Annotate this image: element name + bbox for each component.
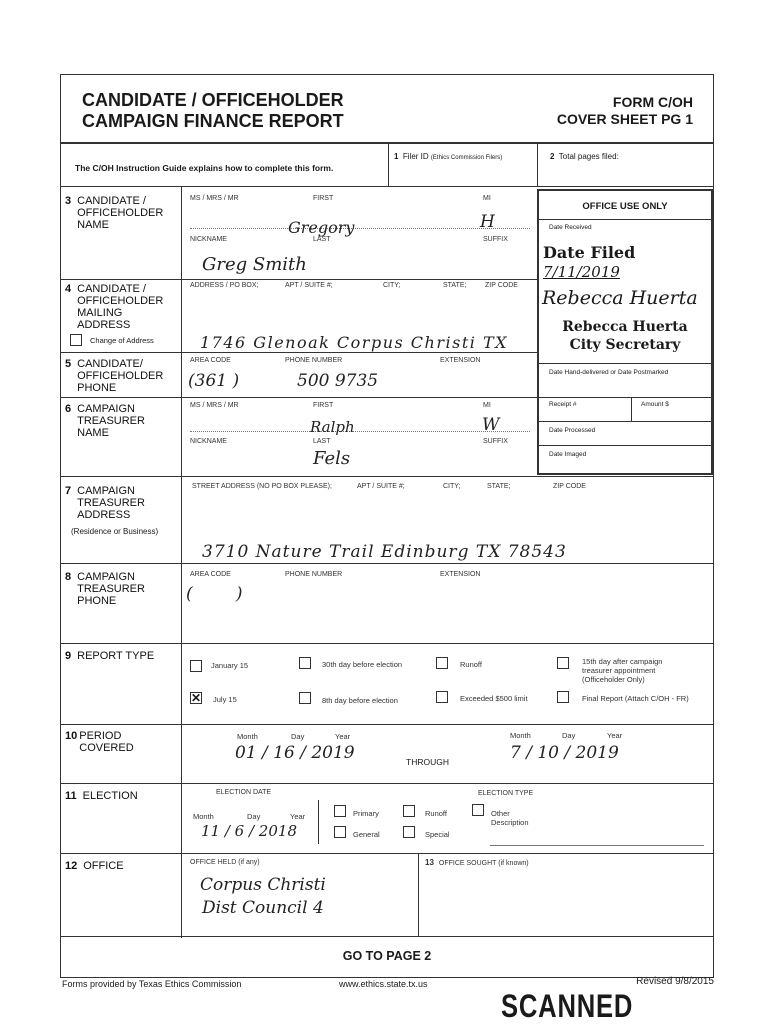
sec6-last-value[interactable]: Fels (313, 448, 351, 469)
sec6-label: 6 CAMPAIGN TREASURER NAME (65, 403, 145, 439)
report-type-final-report-label: Final Report (Attach C/OH - FR) (582, 694, 689, 703)
stamp-handwritten-date: 7/11/2019 (543, 263, 620, 281)
sec10-to-value[interactable]: 7 / 10 / 2019 (510, 743, 619, 763)
stamp-name: Rebecca Huerta (562, 319, 688, 335)
report-type-8th-day-label: 8th day before election (322, 696, 398, 705)
sec5-label: 5 CANDIDATE/ OFFICEHOLDER PHONE (65, 358, 164, 394)
through-label: THROUGH (406, 757, 449, 767)
election-type-primary-checkbox[interactable] (334, 805, 346, 817)
form-sheet: COVER SHEET PG 1 (556, 111, 693, 127)
sec8-phone-label: PHONE NUMBER (285, 571, 343, 578)
report-type-15th-day-label: 15th day after campaign treasurer appointment (Officeholder Only) (582, 657, 663, 684)
report-type-15th-day-checkbox[interactable] (557, 657, 569, 669)
election-type-primary-label: Primary (353, 809, 379, 818)
form-code: FORM C/OH (612, 94, 693, 110)
date-received-label: Date Received (549, 224, 592, 231)
footer-right: Revised 9/8/2015 (636, 976, 714, 987)
sec11-label: 11 ELECTION (65, 790, 138, 802)
date-imaged-label: Date Imaged (549, 451, 587, 458)
sec4-zip-label: ZIP CODE (485, 282, 518, 289)
sec10-from-month-label: Month (237, 732, 258, 741)
sec4-label: 4 CANDIDATE / OFFICEHOLDER MAILING ADDRESS (65, 283, 164, 331)
sec3-ms-label: MS / MRS / MR (190, 195, 239, 202)
report-type-final-report-checkbox[interactable] (557, 691, 569, 703)
sec3-mi-value[interactable]: H (480, 212, 495, 232)
sec4-apt-label: APT / SUITE #; (285, 282, 333, 289)
report-type-runoff-checkbox[interactable] (436, 657, 448, 669)
election-type-runoff-label: Runoff (425, 809, 447, 818)
filer-id-label: 1 Filer ID (Ethics Commission Filers) (394, 152, 503, 161)
sec10-to-month-label: Month (510, 731, 531, 740)
receipt-label: Receipt # (549, 401, 577, 408)
title-line-1: CANDIDATE / OFFICEHOLDER (82, 90, 344, 110)
scanned-stamp: SCANNED (501, 988, 634, 1024)
change-of-address-checkbox[interactable] (70, 334, 82, 346)
sec4-address-value[interactable]: 1746 Glenoak Corpus Christi TX (200, 333, 509, 352)
sec8-label: 8 CAMPAIGN TREASURER PHONE (65, 571, 145, 607)
sec7-zip-label: ZIP CODE (553, 483, 586, 490)
election-type-special-checkbox[interactable] (403, 826, 415, 838)
stamp-signature: Rebecca Huerta (542, 287, 698, 309)
election-type-general-label: General (353, 830, 380, 839)
sec7-sub: (Residence or Business) (71, 527, 159, 536)
form-title (82, 90, 344, 132)
checked-x-mark: ✕ (190, 691, 202, 705)
office-held-line-1[interactable]: Corpus Christi (200, 875, 326, 895)
office-use-box (537, 189, 713, 475)
sec6-suffix-label: SUFFIX (483, 438, 508, 445)
form-code-block (557, 94, 693, 128)
sec4-city-label: CITY; (383, 282, 401, 289)
sec9-label: 9 REPORT TYPE (65, 650, 155, 662)
office-sought-label: 13 OFFICE SOUGHT (if known) (425, 858, 529, 867)
total-pages-label: 2 Total pages filed: (550, 152, 619, 161)
sec5-phone-label: PHONE NUMBER (285, 357, 343, 364)
report-type-30th-day-checkbox[interactable] (299, 657, 311, 669)
sec7-state-label: STATE; (487, 483, 511, 490)
sec12-label: 12 OFFICE (65, 860, 124, 872)
sec5-phone-value[interactable]: 500 9735 (297, 371, 379, 391)
sec3-suffix-label: SUFFIX (483, 236, 508, 243)
sec11-day-label: Day (247, 812, 261, 821)
report-type-30th-day-label: 30th day before election (322, 660, 403, 669)
sec4-address-label: ADDRESS / PO BOX; (190, 282, 259, 289)
report-type-exceeded-500-label: Exceeded $500 limit (460, 694, 528, 703)
sec6-mi-label: MI (483, 402, 491, 409)
instructions: The C/OH Instruction Guide explains how to complete this form. (75, 163, 334, 173)
sec5-area-value[interactable]: (361 ) (188, 371, 240, 391)
sec10-label: 10 PERIOD COVERED (65, 730, 134, 754)
sec5-area-label: AREA CODE (190, 357, 231, 364)
sec3-first-value[interactable]: Gregory (288, 218, 355, 237)
election-date-label: ELECTION DATE (216, 789, 272, 796)
sec10-to-year-label: Year (607, 731, 623, 740)
office-use-title: OFFICE USE ONLY (582, 201, 668, 212)
election-type-special-label: Special (425, 830, 450, 839)
election-type-other-label: Other Description (491, 809, 529, 827)
sec11-year-label: Year (290, 812, 306, 821)
amount-label: Amount $ (641, 401, 669, 408)
sec7-label: 7 CAMPAIGN TREASURER ADDRESS (65, 485, 145, 521)
sec6-nickname-label: NICKNAME (190, 438, 227, 445)
sec10-to-day-label: Day (562, 731, 576, 740)
office-held-label: OFFICE HELD (if any) (190, 859, 260, 866)
sec7-apt-label: APT / SUITE #; (357, 483, 405, 490)
sec3-first-label: FIRST (313, 195, 334, 202)
sec7-address-value[interactable]: 3710 Nature Trail Edinburg TX 78543 (202, 542, 567, 562)
sec11-month-label: Month (193, 812, 214, 821)
sec6-last-label: LAST (313, 438, 331, 445)
election-type-runoff-checkbox[interactable] (403, 805, 415, 817)
report-type-january-15-checkbox[interactable] (190, 660, 202, 672)
report-type-8th-day-checkbox[interactable] (299, 692, 311, 704)
election-type-general-checkbox[interactable] (334, 826, 346, 838)
report-type-exceeded-500-checkbox[interactable] (436, 691, 448, 703)
election-type-label: ELECTION TYPE (478, 790, 534, 797)
sec7-street-label: STREET ADDRESS (NO PO BOX PLEASE); (192, 483, 332, 490)
sec10-from-value[interactable]: 01 / 16 / 2019 (235, 743, 355, 763)
sec8-area-label: AREA CODE (190, 571, 231, 578)
sec6-mi-value[interactable]: W (482, 415, 500, 435)
sec4-state-label: STATE; (443, 282, 467, 289)
sec6-first-label: FIRST (313, 402, 334, 409)
office-held-line-2[interactable]: Dist Council 4 (202, 898, 324, 918)
go-to-page-2: GO TO PAGE 2 (342, 949, 432, 963)
report-type-july-15-checkbox[interactable] (190, 692, 202, 704)
title-line-2: CAMPAIGN FINANCE REPORT (82, 111, 344, 131)
election-type-other-checkbox[interactable] (472, 804, 484, 816)
sec8-area-value[interactable]: ( ) (186, 584, 243, 604)
report-type-july-15-label: July 15 (213, 695, 237, 704)
sec10-from-year-label: Year (335, 732, 351, 741)
footer-center: www.ethics.state.tx.us (339, 979, 428, 989)
date-hand-delivered-label: Date Hand-delivered or Date Postmarked (549, 369, 669, 376)
report-type-runoff-label: Runoff (460, 660, 482, 669)
sec10-from-day-label: Day (291, 732, 305, 741)
stamp-title: City Secretary (569, 337, 681, 353)
sec3-mi-label: MI (483, 195, 491, 202)
footer-left: Forms provided by Texas Ethics Commission (62, 979, 242, 989)
sec8-ext-label: EXTENSION (440, 571, 481, 578)
date-filed-stamp: Date Filed 7/11/2019 (543, 243, 636, 281)
report-type-january-15-label: January 15 (211, 661, 249, 670)
sec6-ms-label: MS / MRS / MR (190, 402, 239, 409)
date-processed-label: Date Processed (549, 427, 596, 434)
sec3-last-value[interactable]: Greg Smith (202, 254, 307, 275)
sec3-last-label: LAST (313, 236, 331, 243)
sec6-first-value[interactable]: Ralph (310, 418, 355, 436)
sec3-nickname-label: NICKNAME (190, 236, 227, 243)
sec3-label: 3 CANDIDATE / OFFICEHOLDER NAME (65, 195, 164, 231)
sec11-date-value[interactable]: 11 / 6 / 2018 (201, 822, 297, 840)
sec5-ext-label: EXTENSION (440, 357, 481, 364)
sec7-city-label: CITY; (443, 483, 461, 490)
change-of-address-label: Change of Address (90, 336, 154, 345)
